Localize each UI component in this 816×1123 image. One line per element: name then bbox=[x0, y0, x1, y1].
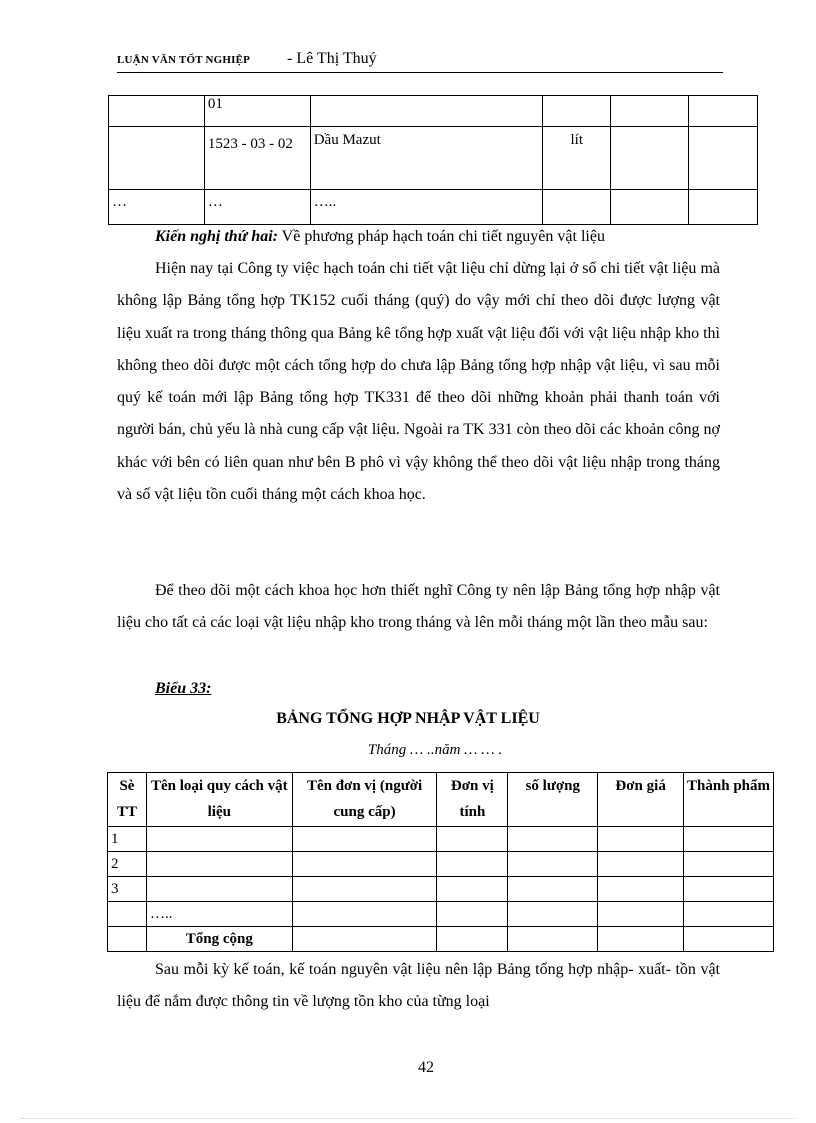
table-title: BẢNG TỔNG HỢP NHẬP VẬT LIỆU bbox=[276, 710, 540, 727]
column-header: Tên đơn vị (người cung cấp) bbox=[292, 773, 437, 827]
table-cell bbox=[611, 127, 689, 190]
table-cell bbox=[508, 902, 598, 927]
table-cell bbox=[146, 877, 292, 902]
table-cell bbox=[689, 96, 758, 127]
proposal-heading bbox=[117, 221, 720, 253]
table-cell bbox=[598, 852, 684, 877]
proposal-text: Về phương pháp hạch toán chi tiết nguyên vật liệu bbox=[277, 228, 605, 245]
table-cell bbox=[108, 902, 147, 927]
column-header: Thành phẩm bbox=[684, 773, 774, 827]
table-row bbox=[109, 127, 758, 190]
column-header: Đơn vị tính bbox=[437, 773, 508, 827]
column-header: số lượng bbox=[508, 773, 598, 827]
table-cell: lít bbox=[543, 127, 611, 190]
header-author: - Lê Thị Thuý bbox=[287, 50, 377, 67]
table-cell: 1523 - 03 - 02 bbox=[204, 127, 310, 190]
column-header: Tên loại quy cách vật liệu bbox=[146, 773, 292, 827]
table-cell bbox=[146, 852, 292, 877]
table-cell bbox=[543, 190, 611, 225]
table-cell: Dầu Mazut bbox=[310, 127, 543, 190]
table-cell bbox=[437, 827, 508, 852]
table-cell: … bbox=[204, 190, 310, 225]
table-cell bbox=[437, 877, 508, 902]
body-paragraph-1: Hiện nay tại Công ty việc hạch toán chi tiết vật liệu chỉ dừng lại ở sổ chi tiết vật liệu mà không lập Bảng tổng hợp TK152 cuối tháng (quý) do vậy mới chỉ theo dõi được lượng vật liệu xuất ra trong tháng thông qua Bảng kê tổng hợp xuất vật liệu đối với vật liệu nhập kho thì không theo dõi được một cách tổng hợp do chưa lập Bảng tổng hợp nhập vật liệu, vì sau mỗi quý kế toán mới lập Bảng tổng hợp TK331 để theo dõi những khoản phải thanh toán với người bán, chủ yếu là nhà cung cấp vật liệu. Ngoài ra TK 331 còn theo dõi các khoản công nợ khác với bên có liên quan như bên B phô vì vậy không thể theo dõi vật liệu nhập trong tháng và số vật liệu tồn cuối tháng một cách khoa học. bbox=[117, 260, 720, 504]
table-cell bbox=[684, 852, 774, 877]
table-cell bbox=[292, 852, 437, 877]
import-summary-table bbox=[107, 772, 774, 952]
table-cell bbox=[684, 877, 774, 902]
table-cell bbox=[508, 927, 598, 952]
table-cell bbox=[689, 127, 758, 190]
table-cell: 3 bbox=[108, 877, 147, 902]
table-cell bbox=[437, 902, 508, 927]
figure-label: Biểu 33: bbox=[155, 680, 212, 697]
footer-divider bbox=[20, 1118, 796, 1119]
table-cell: 01 bbox=[204, 96, 310, 127]
table-cell bbox=[508, 852, 598, 877]
page-number: 42 bbox=[418, 1059, 434, 1076]
table-cell: 1 bbox=[108, 827, 147, 852]
table-cell bbox=[598, 827, 684, 852]
table-cell bbox=[611, 96, 689, 127]
table-row bbox=[109, 190, 758, 225]
table-cell bbox=[684, 902, 774, 927]
table-cell bbox=[508, 877, 598, 902]
body-paragraph-2: Để theo dõi một cách khoa học hơn thiết nghĩ Công ty nên lập Bảng tổng hợp nhập vật liệu cho tất cả các loại vật liệu nhập kho trong tháng và lên mỗi tháng một lần theo mẫu sau: bbox=[117, 582, 720, 632]
total-label: Tổng cộng bbox=[146, 927, 292, 952]
table-cell bbox=[684, 827, 774, 852]
table-cell bbox=[611, 190, 689, 225]
table-cell bbox=[292, 877, 437, 902]
table-row bbox=[108, 877, 774, 902]
table-subtitle: Tháng … ..năm … … . bbox=[367, 742, 503, 758]
table-row bbox=[108, 827, 774, 852]
table-total-row bbox=[108, 927, 774, 952]
table-cell bbox=[689, 190, 758, 225]
table-cell bbox=[598, 902, 684, 927]
table-row bbox=[108, 852, 774, 877]
table-cell bbox=[598, 877, 684, 902]
table-cell bbox=[684, 927, 774, 952]
table-cell bbox=[146, 827, 292, 852]
table-row bbox=[108, 902, 774, 927]
table-cell bbox=[437, 852, 508, 877]
table-cell bbox=[598, 927, 684, 952]
table-cell: … bbox=[109, 190, 205, 225]
table-cell bbox=[543, 96, 611, 127]
table-cell bbox=[109, 96, 205, 127]
table-cell bbox=[292, 902, 437, 927]
table-cell bbox=[292, 827, 437, 852]
table-cell bbox=[109, 127, 205, 190]
table-header-row bbox=[108, 773, 774, 827]
proposal-label: Kiến nghị thứ hai: bbox=[155, 228, 278, 245]
body-paragraph-3: Sau mỗi kỳ kế toán, kế toán nguyên vật liệu nên lập Bảng tổng hợp nhập- xuất- tồn vật liệu để nắm được thông tin về lượng tồn kho của từng loại bbox=[117, 961, 720, 1011]
header-title: LUẬN VĂN TỐT NGHIỆP bbox=[117, 54, 251, 66]
column-header: Đơn giá bbox=[598, 773, 684, 827]
page-header bbox=[117, 50, 723, 73]
table-cell bbox=[437, 927, 508, 952]
table-cell bbox=[292, 927, 437, 952]
column-header: Sè TT bbox=[108, 773, 147, 827]
table-cell: 2 bbox=[108, 852, 147, 877]
table-cell bbox=[310, 96, 543, 127]
table-cell: ….. bbox=[146, 902, 292, 927]
table-row bbox=[109, 96, 758, 127]
material-table-continued bbox=[108, 95, 758, 225]
table-cell: ….. bbox=[310, 190, 543, 225]
table-cell bbox=[508, 827, 598, 852]
table-cell bbox=[108, 927, 147, 952]
